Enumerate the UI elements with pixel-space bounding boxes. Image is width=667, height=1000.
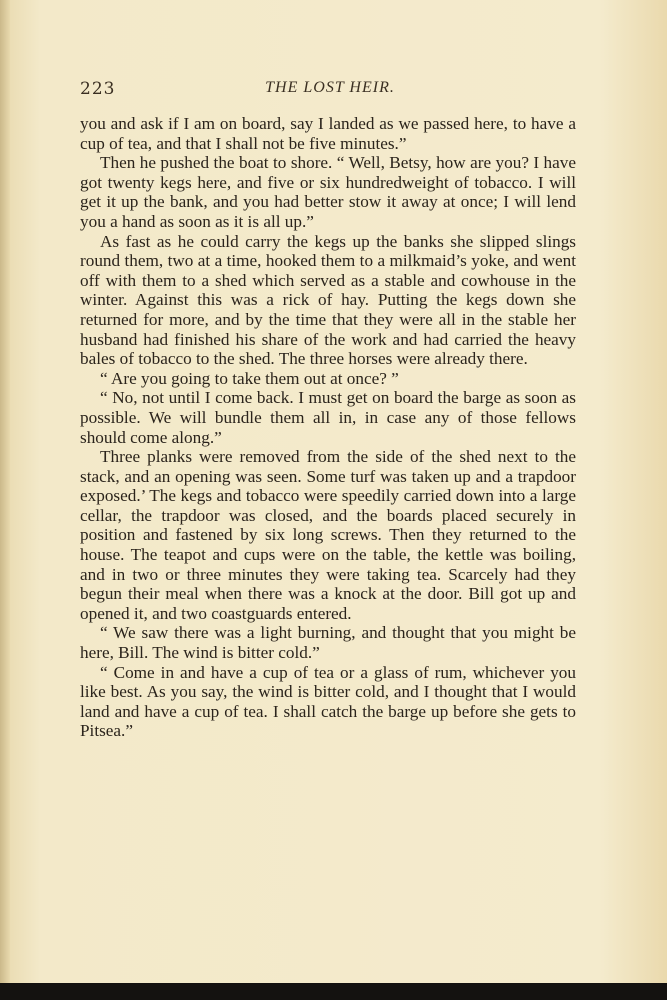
paragraph: “ Are you going to take them out at once? ”	[100, 368, 399, 388]
paragraph: you and ask if I am on board, say I landed as we passed here, to have a cup of tea, and that I shall not be five minutes.”	[80, 114, 576, 153]
paragraph: As fast as he could carry the kegs up the banks she slipped slings round them, two at a time, hooked them to a milkmaid’s yoke, and went off with them to a shed which served as a stable and cowhouse in the winter. Against this was a rick of hay. Putting the kegs down she returned for more, and by the time that they were all in the stable her husband had finished his share of the work and had carried the heavy bales of tobacco to the shed. The three horses were already there.	[80, 231, 576, 369]
body-text	[80, 114, 576, 741]
paragraph: “ We saw there was a light burning, and thought that you might be here, Bill. The wind is bitter cold.”	[80, 623, 576, 663]
page-gutter	[0, 0, 10, 983]
scan-bottom-edge	[0, 983, 667, 1000]
page-header	[80, 77, 580, 101]
paragraph: Three planks were removed from the side of the shed next to the stack, and an opening was seen. Some turf was taken up and a trapdoor exposed.’ The kegs and tobacco were speedily carried down into a large cellar, the trapdoor was closed, and the boards placed securely in position and fastened by six long screws. Then they returned to the house. The teapot and cups were on the table, the kettle was boiling, and in two or three minutes they were taking tea. Scarcely had they begun their meal when there was a knock at the door. Bill got up and opened it, and two coastguards entered.	[80, 447, 576, 623]
running-title: THE LOST HEIR.	[265, 79, 395, 96]
paragraph: “ No, not until I come back. I must get on board the barge as soon as possible. We will bundle them all in, in case any of those fellows should come along.”	[80, 388, 576, 447]
page-number: 223	[80, 79, 116, 99]
paragraph: “ Come in and have a cup of tea or a glass of rum, whichever you like best. As you say, the wind is bitter cold, and I thought that I would land and have a cup of tea. I shall catch the barge up before she gets to Pitsea.”	[80, 662, 576, 741]
paragraph: Then he pushed the boat to shore. “ Well, Betsy, how are you? I have got twenty kegs here, and five or six hundredweight of tobacco. I will get it up the bank, and you had better stow it away at once; I will lend you a hand as soon as it is all up.”	[80, 153, 576, 231]
